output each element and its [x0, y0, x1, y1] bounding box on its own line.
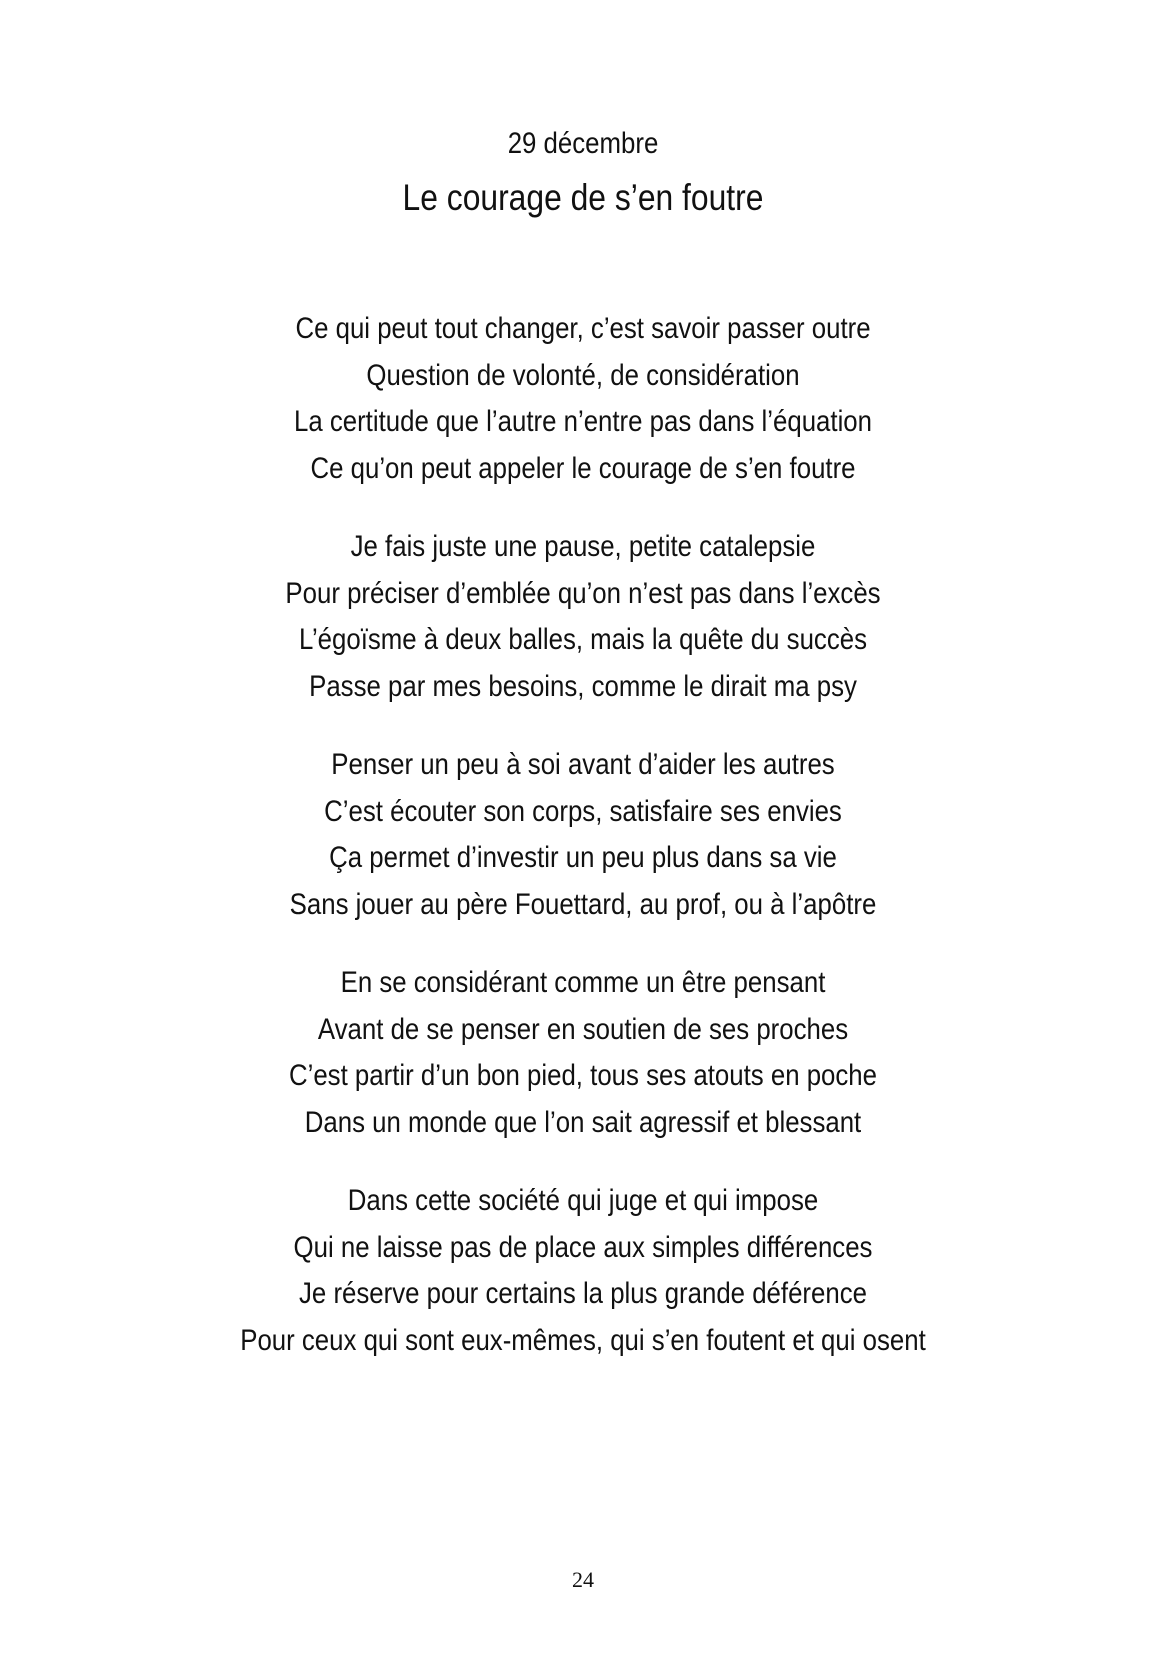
- poem-line: Question de volonté, de considération: [366, 358, 800, 392]
- poem-line: L’égoïsme à deux balles, mais la quête du succès: [299, 623, 867, 656]
- poem-line: Ce qui peut tout changer, c’est savoir passer outre: [295, 312, 871, 345]
- poem-date: 29 décembre: [507, 127, 659, 160]
- poem-line: Dans un monde que l’on sait agressif et blessant: [304, 1105, 862, 1139]
- poem-title: Le courage de s’en foutre: [402, 177, 764, 218]
- stanza-3: [0, 742, 1166, 928]
- poem-line: Ça permet d’investir un peu plus dans sa vie: [329, 841, 837, 874]
- poem-line: Ce qu’on peut appeler le courage de s’en foutre: [310, 451, 856, 485]
- poem-line: C’est écouter son corps, satisfaire ses envies: [324, 794, 842, 828]
- page-number: 24: [572, 1567, 594, 1592]
- poem-line: Je réserve pour certains la plus grande déférence: [299, 1277, 867, 1310]
- poem-line: En se considérant comme un être pensant: [340, 966, 826, 999]
- poem-line: Sans jouer au père Fouettard, au prof, ou à l’apôtre: [289, 887, 877, 921]
- stanza-4: [0, 960, 1166, 1146]
- poem-line: La certitude que l’autre n’entre pas dans l’équation: [293, 405, 873, 438]
- poem-line: Passe par mes besoins, comme le dirait ma psy: [309, 669, 857, 703]
- poem-line: Qui ne laisse pas de place aux simples différences: [293, 1230, 873, 1264]
- poem-line: Pour ceux qui sont eux-mêmes, qui s’en foutent et qui osent: [240, 1323, 926, 1357]
- stanza-5: [0, 1178, 1166, 1364]
- poem-line: Penser un peu à soi avant d’aider les autres: [331, 748, 835, 781]
- stanza-2: [0, 524, 1166, 710]
- stanza-1: [0, 306, 1166, 492]
- poem-line: Pour préciser d’emblée qu’on n’est pas dans l’excès: [285, 576, 881, 610]
- poem-line: Avant de se penser en soutien de ses proches: [317, 1012, 849, 1046]
- poem-line: C’est partir d’un bon pied, tous ses atouts en poche: [288, 1059, 878, 1092]
- poem-line: Dans cette société qui juge et qui impose: [347, 1184, 819, 1217]
- poem-line: Je fais juste une pause, petite catalepsie: [350, 530, 816, 563]
- poem-body: [0, 306, 1166, 1396]
